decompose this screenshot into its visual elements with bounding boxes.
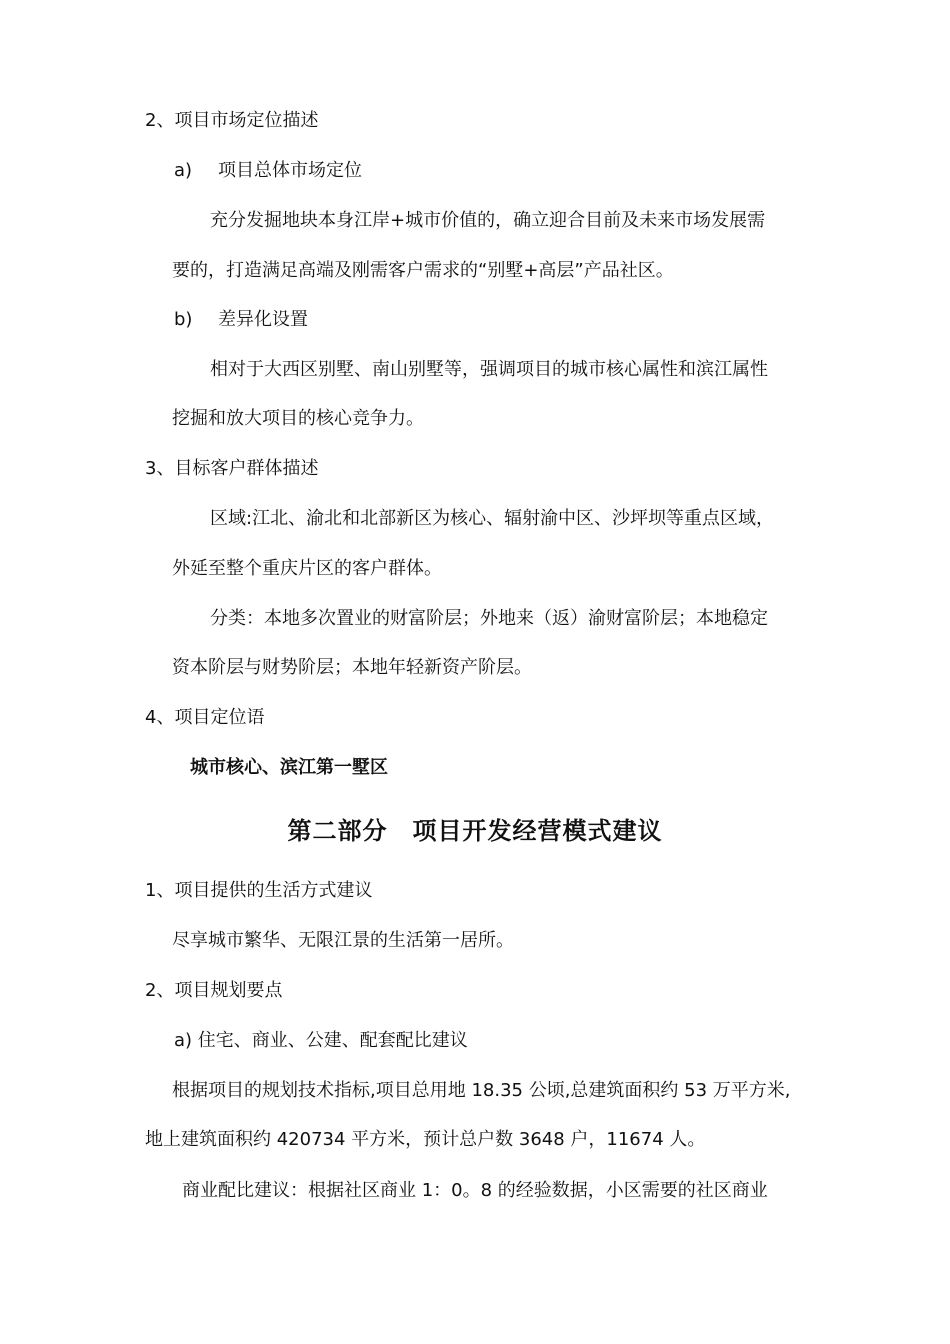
paragraph-b-line1: 相对于大西区别墅、南山别墅等，强调项目的城市核心属性和滨江属性 xyxy=(210,359,768,380)
subheading-b-title: 差异化设置 xyxy=(218,309,308,330)
paragraph-a-line1: 充分发掘地块本身江岸+城市价值的，确立迎合目前及未来市场发展需 xyxy=(210,210,766,231)
region-line2: 外延至整个重庆片区的客户群体。 xyxy=(172,558,442,579)
classification-line1: 分类：本地多次置业的财富阶层；外地来（返）渝财富阶层；本地稳定 xyxy=(210,608,768,629)
part2-subheading-a: a) 住宅、商业、公建、配套配比建议 xyxy=(174,1030,468,1051)
item3-heading: 3、目标客户群体描述 xyxy=(145,458,319,479)
planning-line1: 根据项目的规划技术指标,项目总用地 18.35 公顷,总建筑面积约 53 万平方米, xyxy=(172,1080,791,1101)
part2-item1-heading: 1、项目提供的生活方式建议 xyxy=(145,880,373,901)
lifestyle-statement: 尽享城市繁华、无限江景的生活第一居所。 xyxy=(172,930,514,951)
part2-item2-heading: 2、项目规划要点 xyxy=(145,980,283,1001)
positioning-slogan: 城市核心、滨江第一墅区 xyxy=(190,757,388,778)
part-two-title: 第二部分 项目开发经营模式建议 xyxy=(287,817,663,845)
subheading-a xyxy=(174,158,362,184)
commerce-ratio-line1: 商业配比建议：根据社区商业 1：0。8 的经验数据，小区需要的社区商业 xyxy=(182,1180,768,1201)
paragraph-a-line2: 要的，打造满足高端及刚需客户需求的“别墅+高层”产品社区。 xyxy=(172,260,674,281)
planning-line2: 地上建筑面积约 420734 平方米，预计总户数 3648 户，11674 人。 xyxy=(145,1129,706,1150)
item4-heading: 4、项目定位语 xyxy=(145,707,265,728)
classification-line2: 资本阶层与财势阶层；本地年轻新资产阶层。 xyxy=(172,657,532,678)
paragraph-b-line2: 挖掘和放大项目的核心竞争力。 xyxy=(172,408,424,429)
subheading-a-title: 项目总体市场定位 xyxy=(218,160,362,181)
subheading-b-marker: b) xyxy=(174,309,193,330)
subheading-a-marker: a) xyxy=(174,160,193,181)
subheading-b xyxy=(174,307,308,333)
item2-heading: 2、项目市场定位描述 xyxy=(145,110,319,131)
region-line1: 区域:江北、渝北和北部新区为核心、辐射渝中区、沙坪坝等重点区域， xyxy=(210,508,775,529)
